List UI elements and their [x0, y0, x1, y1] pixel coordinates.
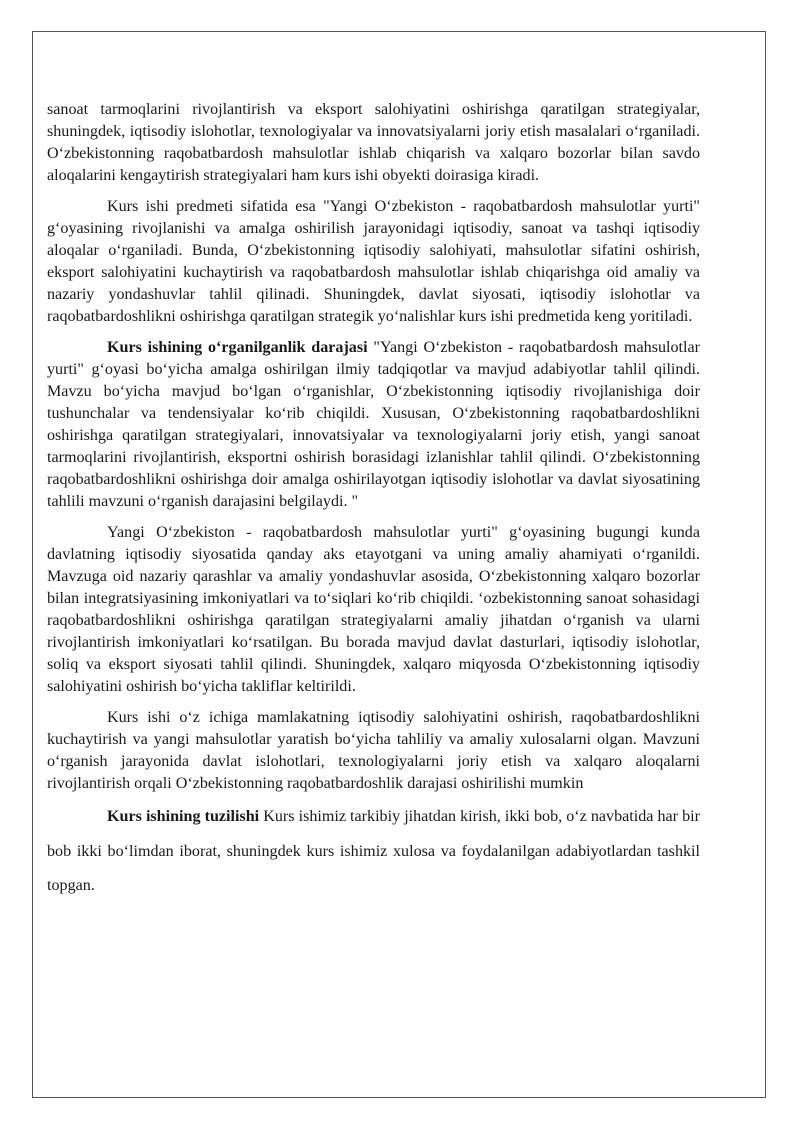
paragraph-study-level — [47, 337, 700, 513]
paragraph-subject — [47, 196, 700, 328]
paragraph-text: "Yangi O‘zbekiston - raqobatbardosh mahsulotlar yurti" g‘oyasi bo‘yicha amalga oshirilgan ilmiy tadqiqotlar va mavjud adabiyotlar tahlil qilindi. Mavzu bo‘yicha mavjud bo‘lgan o‘rganishlar, O‘zbekistonning iqtisodiy rivojlanishiga doir tushunchalar va tendensiyalar ko‘rib chiqildi. Xususan, O‘zbekistonning raqobatbardoshlikni oshirishga qaratilgan strategiyalari, innovatsiyalar va texnologiyalarni joriy etish, yangi sanoat tarmoqlarini rivojlantirish, eksportni oshirish borasidagi izlanishlar tahlil qilindi. O‘zbekistonning raqobatbardoshlikni oshirishga doir amalga oshirilayotgan iqtisodiy islohotlar va davlat siyosatining tahlili mavzuni o‘rganish darajasini belgilaydi. " — [47, 339, 700, 510]
paragraph-text: Kurs ishi o‘z ichiga mamlakatning iqtisodiy salohiyatini oshirish, raqobatbardoshlikni kuchaytirish va yangi mahsulotlar yaratish bo‘yicha tahliliy va amaliy xulosalarni olgan. Mavzuni o‘rganish jarayonida davlat islohotlari, texnologiyalarni joriy etish va xalqaro aloqalarni rivojlantirish orqali O‘zbekistonning raqobatbardoshlik darajasi oshirilishi mumkin — [47, 709, 700, 792]
paragraph-text: sanoat tarmoqlarini rivojlantirish va eksport salohiyatini oshirishga qaratilgan strategiyalar, shuningdek, iqtisodiy islohotlar, texnologiyalar va innovatsiyalarni joriy etish masalalari o‘rganiladi. O‘zbekistonning raqobatbardosh mahsulotlar ishlab chiqarish va xalqaro bozorlar bilan savdo aloqalarini kengaytirish strategiyalari ham kurs ishi obyekti doirasiga kiradi. — [47, 101, 700, 184]
paragraph-heading: Kurs ishining o‘rganilganlik darajasi — [107, 339, 368, 356]
paragraph-heading: Kurs ishining tuzilishi — [107, 808, 260, 825]
paragraph-practical-significance — [47, 522, 700, 698]
paragraph-text: Kurs ishimiz tarkibiy jihatdan kirish, ikki bob, o‘z navbatida har bir bob ikki bo‘limdan iborat, shuningdek kurs ishimiz xulosa va foydalanilgan adabiyotlardan tashkil topgan. — [47, 808, 700, 894]
document-body — [47, 99, 700, 913]
paragraph-text: Yangi O‘zbekiston - raqobatbardosh mahsulotlar yurti" g‘oyasining bugungi kunda davlatning iqtisodiy siyosatida qanday aks etayotgani va uning amaliy ahamiyati o‘rganildi. Mavzuga oid nazariy qarashlar va amaliy yondashuvlar asosida, O‘zbekistonning xalqaro bozorlar bilan integratsiyasining imkoniyatlari va to‘siqlari ko‘rib chiqildi. ‘ozbekistonning sanoat sohasidagi raqobatbardoshlikni oshirishga qaratilgan strategiyalarni amaliy jihatdan o‘rganish va ularni rivojlantirish imkoniyatlari ko‘rsatilgan. Bu borada mavjud davlat dasturlari, iqtisodiy islohotlar, soliq va eksport siyosati tahlil qilindi. Shuningdek, xalqaro miqyosda O‘zbekistonning iqtisodiy salohiyatini oshirish bo‘yicha takliflar keltirildi. — [47, 524, 700, 695]
paragraph-text: Kurs ishi predmeti sifatida esa "Yangi O‘zbekiston - raqobatbardosh mahsulotlar yurti" g‘oyasining rivojlanishi va amalga oshirilish jarayonidagi iqtisodiy, sanoat va tashqi iqtisodiy aloqalar o‘rganiladi. Bunda, O‘zbekistonning iqtisodiy salohiyati, mahsulotlar sifatini oshirish, eksport salohiyatini kuchaytirish va raqobatbardosh mahsulotlar ishlab chiqarishga oid amaliy va nazariy yondashuvlar tahlil qilinadi. Shuningdek, davlat siyosati, iqtisodiy islohotlar va raqobatbardoshlikni oshirishga qaratilgan strategik yo‘nalishlar kurs ishi predmetida keng yoritiladi. — [47, 198, 700, 325]
paragraph-object-scope — [47, 99, 700, 187]
paragraph-structure — [47, 800, 700, 904]
paragraph-conclusions — [47, 707, 700, 795]
